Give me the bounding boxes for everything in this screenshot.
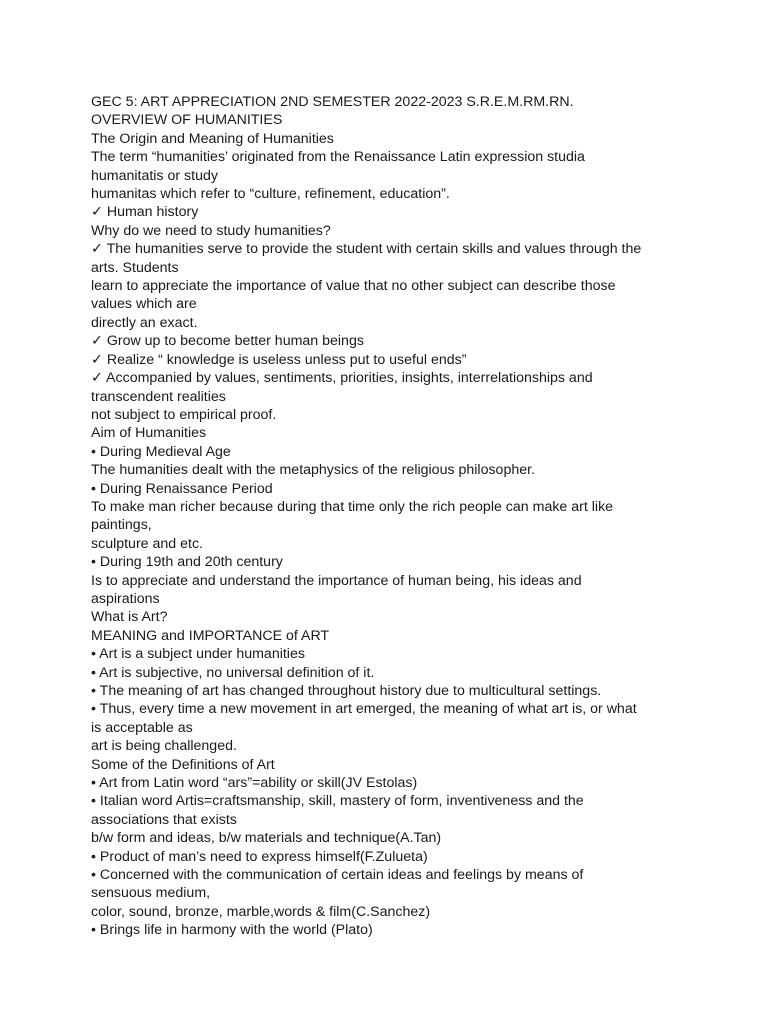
bullet-item: • Art is a subject under humanities — [91, 646, 305, 663]
checklist-item: ✓ The humanities serve to provide the student with certain skills and values through the — [91, 241, 642, 258]
text-line: is acceptable as — [91, 719, 193, 736]
text-line: To make man richer because during that time only the rich people can make art like — [91, 498, 614, 515]
text-line: directly an exact. — [91, 314, 198, 331]
text-line: color, sound, bronze, marble,words & film(C.Sanchez) — [91, 903, 431, 920]
bullet-item: • Concerned with the communication of certain ideas and feelings by means of — [91, 867, 584, 884]
text-line: Is to appreciate and understand the importance of human being, his ideas and — [91, 572, 582, 589]
text-line: art is being challenged. — [91, 738, 237, 755]
text-line: aspirations — [91, 590, 160, 607]
bullet-item: • The meaning of art has changed throughout history due to multicultural settings. — [91, 683, 602, 699]
bullet-item: • Product of man’s need to express himself(F.Zulueta) — [91, 848, 428, 865]
subheading: Some of the Definitions of Art — [91, 756, 275, 773]
question-line: Why do we need to study humanities? — [91, 222, 331, 239]
section-title: OVERVIEW OF HUMANITIES — [91, 112, 283, 129]
text-line: sensuous medium, — [91, 885, 211, 902]
question-line: What is Art? — [91, 609, 168, 626]
text-line: not subject to empirical proof. — [91, 406, 277, 423]
section-title: MEANING and IMPORTANCE of ART — [91, 627, 330, 644]
document-page — [91, 93, 691, 940]
text-line: arts. Students — [91, 259, 179, 276]
subheading: Aim of Humanities — [91, 425, 207, 442]
text-line: humanitas which refer to “culture, refinement, education”. — [91, 186, 450, 203]
text-line: paintings, — [91, 517, 152, 534]
text-line: b/w form and ideas, b/w materials and technique(A.Tan) — [91, 830, 442, 847]
text-line: The humanities dealt with the metaphysics of the religious philosopher. — [91, 462, 536, 479]
text-line: sculpture and etc. — [91, 535, 203, 552]
text-line: humanitatis or study — [91, 167, 218, 184]
bullet-item: • Italian word Artis=craftsmanship, skill, mastery of form, inventiveness and the — [91, 793, 584, 810]
checklist-item: ✓ Grow up to become better human beings — [91, 333, 364, 350]
bullet-item: • Thus, every time a new movement in art emerged, the meaning of what art is, or what — [91, 701, 637, 718]
bullet-item: • Art is subjective, no universal definition of it. — [91, 664, 375, 681]
text-line: transcendent realities — [91, 388, 226, 405]
text-line: The term “humanities’ originated from the Renaissance Latin expression studia — [91, 149, 585, 166]
checklist-item: ✓ Human history — [91, 204, 199, 221]
subheading: The Origin and Meaning of Humanities — [91, 130, 334, 147]
text-line: associations that exists — [91, 811, 237, 828]
text-line: values which are — [91, 296, 197, 313]
bullet-item: • During 19th and 20th century — [91, 554, 283, 571]
bullet-item: • Art from Latin word “ars”=ability or skill(JV Estolas) — [91, 775, 418, 792]
document-header: GEC 5: ART APPRECIATION 2ND SEMESTER 2022-2023 S.R.E.M.RM.RN. — [91, 94, 574, 110]
checklist-item: ✓ Accompanied by values, sentiments, priorities, insights, interrelationships and — [91, 370, 593, 387]
bullet-item: • During Renaissance Period — [91, 480, 273, 497]
checklist-item: ✓ Realize “ knowledge is useless unless put to useful ends” — [91, 351, 467, 368]
text-line: learn to appreciate the importance of value that no other subject can describe those — [91, 278, 616, 295]
bullet-item: • During Medieval Age — [91, 443, 231, 460]
bullet-item: • Brings life in harmony with the world (Plato) — [91, 922, 373, 939]
